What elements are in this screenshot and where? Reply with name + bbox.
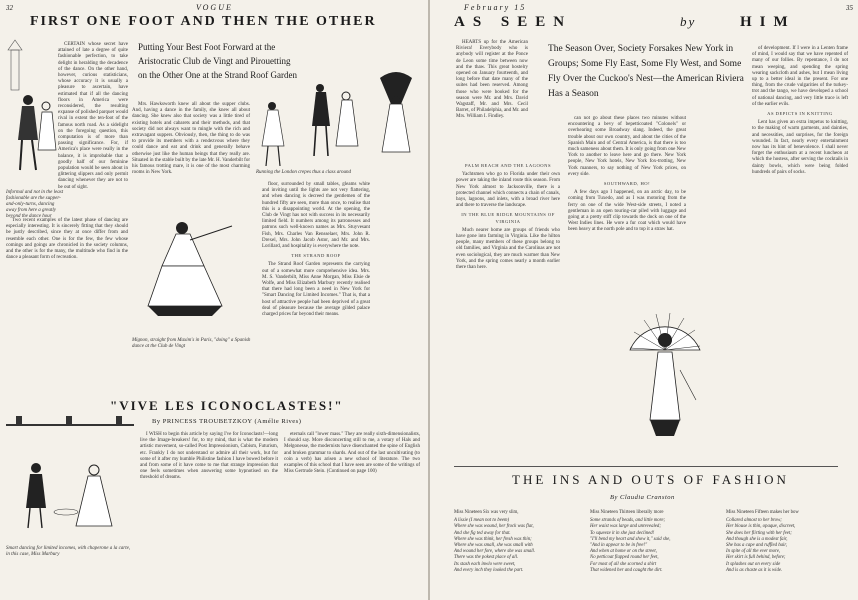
mignon-dancer-illustration xyxy=(142,206,258,336)
article-column-1 xyxy=(456,40,528,158)
caption-smart-dancing: Smart dancing for limited incomes, with chaperone a la carte, in this case, Miss Marbury xyxy=(6,546,131,557)
paragraph: A few days ago I happened, on an arctic day, to be coming from Tuxedo, and as I was motoring from the ferry on one of the wide West-side streets, I noted a gentleman in an open touring-car piled with luggage and going at a pretty stiff clip towards the dock on one of the West Indies lines. He wore a fur coat which would have been heavy at the north pole and to top it a straw hat. xyxy=(568,190,686,233)
article2-column-1 xyxy=(140,432,278,590)
article2-headline: "VIVE LES ICONOCLASTES!" xyxy=(110,398,344,413)
caption-mignon: Mignon, straight from Maxim's in Paris, "doing" a Spanish dance at the Club de Vingt xyxy=(132,338,251,349)
article-headline-as-seen: AS SEEN xyxy=(454,14,573,30)
article-column-1 xyxy=(58,42,128,190)
article-column-3 xyxy=(262,182,370,332)
article2-byline: By PRINCESS TROUBETZKOY (Amélie Rives) xyxy=(152,418,302,425)
caption-informal: Informal and not in the least fashionable are the supper-and-only-turns, dancing away from here a greatly beyond the dance hour xyxy=(6,190,64,219)
paragraph: Yachtsmen who go to Florida under their own power are taking the inland route this season. From New York almost to Jacksonville, there is a protected channel which connects a chain of canals, bays, lagoons, and inlets, with a broad river here and there to traverse the landscape. xyxy=(456,172,560,209)
paragraph: can not go about these places two minutes without encountering a bevy of bepetticoated "Colonels" or overhearing some Broadway slang. Indeed, the great trouble about our own country, and about the cities of the Spanish Main and of Central America, is that there is too much sameness about them. It is only going from one New York to another to leave here and go there. New York people, New York hotels, New York fox-trotting, New York manners, to say nothing of New York prices, on every side. xyxy=(568,116,686,177)
caption-running: Running the London crepes thus a class around xyxy=(256,170,352,175)
poem-1906 xyxy=(454,510,535,574)
section-subhead: AS DEPICTS IN KNITTING xyxy=(767,111,833,117)
article-column-1b xyxy=(6,218,128,368)
section-subhead: PALM BEACH AND THE LAGOONS xyxy=(465,163,551,168)
paragraph: I WISH to begin this article by saying I've for Iconoclasts!—long live the Image-breakers! for, to my mind, that is what the modern artistic movement, so-called Post Impressionism, Cubism, Futurism, etc. Frankly I do not understand or admire all their work, but for some of it after my humble Philistine fashion I have bowed before it and from some of it have come to me that strange impression that one feels sometimes when answering some hypnotised on the threshold of dreams. xyxy=(140,432,278,481)
paragraph: The Strand Roof Garden represents the carrying out of a somewhat more comprehensive idea. Mrs. M. S. Vanderbilt, Miss Anne Morgan, Miss Elsie de Wolfe, and Miss Elizabeth Marbury recently realised that there had long been a need in New York for "Smart Dancing for Limited Incomes." That is, that a host of attractive people had been deprived of a great deal of pleasure because the average gilded palace charged prices far beyond their means. xyxy=(262,262,370,318)
article-column-3 xyxy=(752,46,848,376)
poem-title: Miss Nineteen Thirteen liberally more xyxy=(590,510,664,515)
dancers-illustration-left xyxy=(8,40,60,190)
article-column-1b xyxy=(456,160,560,400)
paragraph: Mrs. Hawksworth knew all about the supper clubs. And, having a dance in the family, she knew all about dancing. She knew also that society was a little tired of existing hotels and cabarets and their methods, and that society did not always want to mingle with the rich and extravagant suppers. Obviously, then, the thing to do was to provide its members with a rendezvous where they could dance and eat and drink and generally behave otherwise just like the human beings that they really are. Situated in the stable built by the late Mr. H. Vanderbilt for his famous trotting mare, it is one of the most charming rooms in New York. xyxy=(132,102,250,176)
paragraph: HEARTS up for the American Riviera! Everybody who is anybody will register at the Ponce de Leon some time between now and the thaw. This great hostelry opened on January fourteenth, and long before that date many of the suites had been reserved. Among those who were booked for the season were Mr. and Mrs. David Wagstaff, Mr. and Mrs. Cecil Barret, of Philadelphia, and Mr. and Mrs. William I. Findley. xyxy=(456,40,528,120)
paragraph: CERTAIN whose secret have attained of late a degree of quite fashionable perfection, to take delight in heralding the decadence of the dance. On the other hand, however, curious statisticians, whose accuracy it is usually a pleasure to ascertain, have estimated that if all the dancing floors in America were reconsidered, the resulting expanse of polished parquet would rival in extent the ten-foot of the famous north road. As a sidelight on the foregoing question, this computation is of more than passing significance. For, if America's place were really in the balance, it is improbable that a goodly half of our feminine population would be seen about in glittering slippers and only permit dancing whenever they are not to be out of sight. xyxy=(58,42,128,190)
article-column-2 xyxy=(132,102,250,198)
article-column-2 xyxy=(568,116,686,286)
paragraph: Lent has given an extra impetus to knitting, to the making of warm garments, and dainties, and necessities, and surprises, for the foreign wounded. In fact, nearly every entertainment now has its hint of benevolence. I shall never forget the enthusiasm at a recent luncheon at which the hostess, after serving the cocktails in dainty bowls, which were being folded hundreds of pairs of socks. xyxy=(752,120,848,175)
article-headline-by: by xyxy=(680,14,697,29)
poem-body: Collared almost to her brow; Her blouse is thin, opaque, discreet, She does her flirting with her feet; And though she is a modest fair, She has a cape and ruffled hair, In spite of all the ever more, Her skirt is full behind, before; It splashes out on every side And is as chaste as it is wide. xyxy=(726,518,796,573)
section-subhead: THE STRAND ROOF xyxy=(291,253,341,259)
article2-column-2 xyxy=(284,432,420,590)
article2-byline: By Claudia Cranston xyxy=(610,494,675,501)
poem-1915 xyxy=(726,510,799,574)
section-subhead: SOUTHWARD, HO! xyxy=(603,181,651,187)
poem-1913 xyxy=(590,510,670,574)
article-headline-him: HIM xyxy=(740,14,796,30)
article-headline: FIRST ONE FOOT AND THEN THE OTHER xyxy=(30,14,377,29)
page-number: 32 xyxy=(6,4,13,12)
supper-illustration xyxy=(6,408,134,538)
paragraph: floor, surrounded by small tables, gleams white and inviting until the lights are not very flattering, and when dancing is decreed the gentlemen of the hundred fifty are seen, more than once, to realise that this is a disappointing world. At the opening, the Club de Vingt has not with success in its necessarily limited field. It numbers among its patronesses and patrons such well-known names as Mrs. Stuyvesant Fish, Mrs. Charles Van Rensselaer, Mrs. John R. Drexel, Mrs. John Jacob Astor, and Mr. and Mrs. Lorillard, and hospitality is everywhere the note. xyxy=(262,182,370,250)
fan-lady-illustration xyxy=(600,290,730,440)
poem-title: Miss Nineteen Six was very slim, xyxy=(454,510,519,515)
poem-body: A lissie (I mean not to beem) Where she was wound, her frock was flat, And she fig ted away for that. Where she was think, her fresh was thin; Where she was small, she was small with And wound her fore, where she was small. There was the pokest place of all. Its stash each inwlo were sweet, And every inch they looked the part. xyxy=(454,518,536,573)
masthead: VOGUE xyxy=(196,3,233,12)
dancers-illustration-right xyxy=(300,66,424,170)
page-number: 35 xyxy=(846,4,853,12)
article-deck: The Season Over, Society Forsakes New York in Groups; Some Fly East, Some Fly West, and Some Fly Over the Cuckoo's Nest—the American Riviera Has a Season xyxy=(548,44,744,99)
poem-title: Miss Nineteen Fifteen makes her bow xyxy=(726,510,799,515)
article2-headline: THE INS AND OUTS OF FASHION xyxy=(512,472,789,487)
paragraph: of development. If I were in a Lenten frame of mind, I would say that we have repented of many of our follies. By repentance, I do not mean weeping, and spending the spring wearing sackcloth and ashes, but I mean living up to a better ideal in the present. For one thing, from the crude vulgarities of the turkey-trot and the tango, we have developed a school of national dancing, and very little trace is left of the earlier evils. xyxy=(752,46,848,107)
paragraph: Much nearer home are groups of friends who have gone into farming in Virginia. Like the hilton people, many members of these groups belong to old families, and Virginia and the Carolinas are not even sociological, they are much warmer than New York, and the spring comes nearly a month earlier there than here. xyxy=(456,227,560,271)
left-page xyxy=(0,0,428,600)
section-subhead: IN THE BLUE RIDGE MOUNTAINS OF VIRGINIA xyxy=(461,212,555,224)
article-deck: Putting Your Best Foot Forward at the Aristocratic Club de Vingt and Pirouetting on the Other One at the Strand Roof Garden xyxy=(138,42,297,80)
right-page xyxy=(430,0,858,600)
paragraph: eternals call "lower mass." They are really sixth-dimensionalists, I should say. More disconcerting still to me, a votary of Hals and Melgonesse, the modernists have disenchanted the spine of English and broken grammar to shards. And out of the last uncultivating (to coin a verb) has arisen a new school of literature. The two examples of this school that I have seen are some of the writings of Miss Gertrude Stein. (Continued on page 100) xyxy=(284,432,420,475)
paragraph: Two recent examples of the latest phase of dancing are especially interesting. It is sincerely fitting that they should be justly described, since they at once differ from and resemble each other. One is for the few, the few whose comings and goings are chronicled in the society columns, and the other is for the many, the multitude who find in the dance a pleasant form of recreation. xyxy=(6,218,128,261)
divider-rule xyxy=(454,466,838,467)
masthead-date: February 15 xyxy=(464,3,527,12)
dancer-couple-illustration xyxy=(250,96,306,176)
poem-body: Some strands of beads, and little more; Her waist was large and unrevealed; To squeeze it in she just declined! "I'll bend my heart and show it," said she, "And in appear to be in free!" And when at home or on the street, No petticoat flapped round her feet, For most of all she scorned a shirt That widened her and caught the dirt. xyxy=(590,518,671,573)
